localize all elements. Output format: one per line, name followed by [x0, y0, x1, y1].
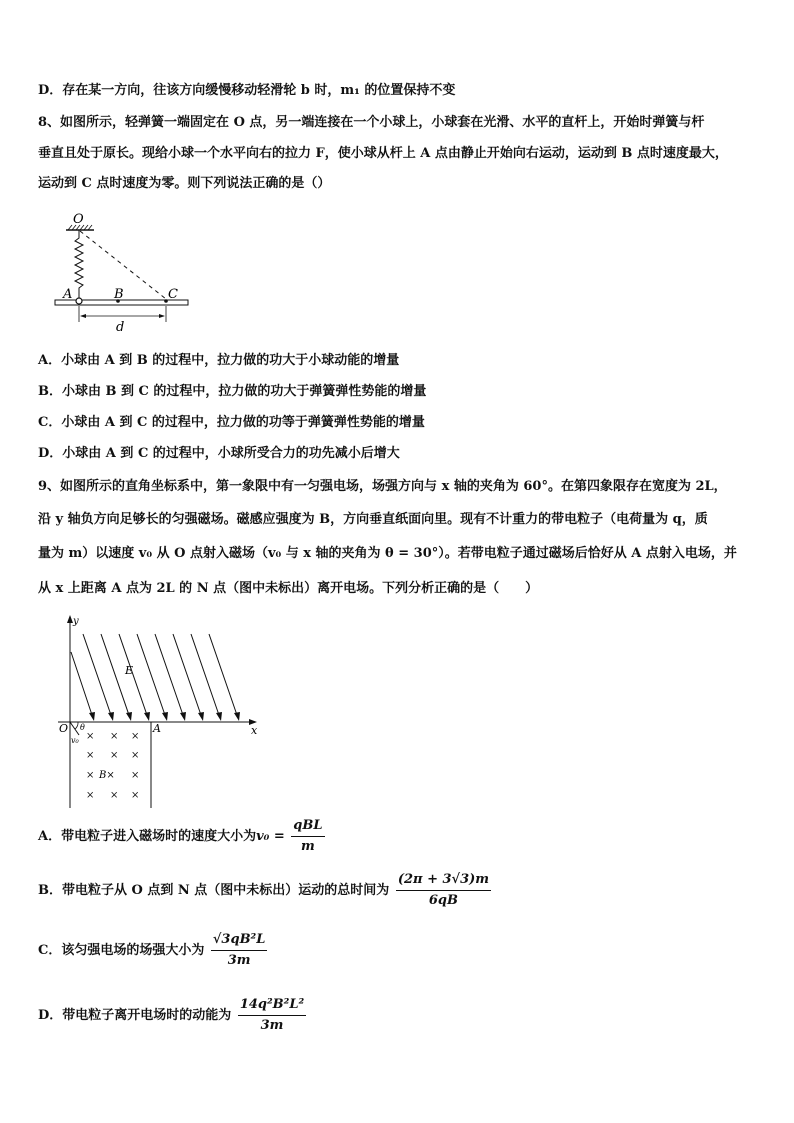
q8-label-d: d: [116, 320, 125, 335]
q9-label-b: B×: [99, 770, 115, 781]
q9-stem-line3: 量为 m）以速度 v₀ 从 O 点射入磁场（v₀ 与 x 轴的夹角为 θ = 30°）。若带电粒子通过磁场后恰好从 A 点射入电场，并: [38, 546, 737, 561]
q8-stem-line2: 垂直且处于原长。现给小球一个水平向右的拉力 F，使小球从杆上 A 点由静止开始向右运动，运动到 B 点时速度最大，: [38, 146, 728, 161]
q9-option-a-text: A．带电粒子进入磁场时的速度大小为: [38, 829, 257, 844]
q9-stem-line4: 从 x 上距离 A 点为 2L 的 N 点（图中未标出）离开电场。下列分析正确的是（ ）: [38, 581, 539, 596]
q9-option-d-fraction: [238, 995, 306, 1036]
q8-ball: [76, 298, 82, 304]
q9-option-c-denominator: 3m: [227, 953, 251, 968]
q9-option-d: [38, 995, 306, 1036]
q9-option-d-text: D．带电粒子离开电场时的动能为: [38, 1008, 232, 1023]
q9-option-c-numerator: √3qB²L: [211, 930, 268, 951]
q9-option-c-text: C．该匀强电场的场强大小为: [38, 943, 205, 958]
svg-text:×: ×: [131, 770, 140, 781]
q9-label-v0: v₀: [71, 736, 79, 745]
svg-text:×: ×: [131, 731, 140, 742]
svg-text:×: ×: [110, 790, 119, 801]
q8-option-a: A．小球由 A 到 B 的过程中，拉力做的功大于小球动能的增量: [38, 353, 400, 368]
q9-option-b-denominator: 6qB: [428, 893, 458, 908]
q8-option-c: C．小球由 A 到 C 的过程中，拉力做的功等于弹簧弹性势能的增量: [38, 415, 425, 430]
q9-label-y: y: [73, 616, 79, 627]
svg-text:×: ×: [110, 750, 119, 761]
q9-option-b-text: B．带电粒子从 O 点到 N 点（图中未标出）运动的总时间为: [38, 883, 390, 898]
svg-text:×: ×: [86, 790, 95, 801]
q9-stem-line1: 9、如图所示的直角坐标系中，第一象限中有一匀强电场，场强方向与 x 轴的夹角为 60°。在第四象限存在宽度为 2L，: [38, 479, 727, 494]
q8-stem-line1: 8、如图所示，轻弹簧一端固定在 O 点，另一端连接在一个小球上，小球套在光滑、水平的直杆上，开始时弹簧与杆: [38, 115, 705, 130]
q8-label-a: A: [63, 287, 73, 302]
q9-option-b-fraction: [396, 870, 491, 911]
svg-text:×: ×: [86, 750, 95, 761]
q7-option-d: D．存在某一方向，往该方向缓慢移动轻滑轮 b 时，m₁ 的位置保持不变: [38, 83, 456, 98]
q9-label-x: x: [251, 724, 258, 737]
q9-option-a-fraction: [291, 816, 324, 857]
q9-option-d-numerator: 14q²B²L²: [238, 995, 306, 1016]
q9-option-d-denominator: 3m: [260, 1018, 284, 1033]
q8-stem-line3: 运动到 C 点时速度为零。则下列说法正确的是（）: [38, 176, 331, 191]
svg-text:×: ×: [131, 790, 140, 801]
q9-option-c-fraction: [211, 930, 268, 971]
q8-label-b: B: [114, 287, 124, 302]
q9-label-e: E: [125, 664, 134, 677]
q9-figure: [55, 612, 270, 812]
svg-text:×: ×: [86, 770, 95, 781]
q9-option-a-lhs: v₀ =: [256, 829, 285, 844]
q9-option-a-numerator: qBL: [291, 816, 324, 837]
svg-text:×: ×: [131, 750, 140, 761]
q9-option-a-denominator: m: [301, 839, 315, 854]
svg-text:×: ×: [86, 731, 95, 742]
q9-option-a: [38, 816, 325, 857]
q9-option-b: [38, 870, 491, 911]
q9-crosses: [86, 731, 139, 801]
q8-label-o: O: [73, 212, 84, 227]
q8-spring: [75, 230, 83, 298]
q9-angle-arc: [75, 722, 78, 729]
q9-field-lines: [71, 634, 238, 718]
q9-label-theta: θ: [80, 723, 85, 732]
svg-text:×: ×: [110, 731, 119, 742]
q9-field-arrows: [89, 712, 240, 721]
q9-stem-line2: 沿 y 轴负方向足够长的匀强磁场。磁感应强度为 B，方向垂直纸面向里。现有不计重力的带电粒子（电荷量为 q，质: [38, 512, 708, 527]
q9-option-b-numerator: (2π + 3√3)m: [396, 870, 491, 891]
q8-label-c: C: [168, 287, 178, 302]
q9-option-c: [38, 930, 267, 971]
q8-figure: [50, 210, 210, 340]
q9-label-a: A: [153, 722, 161, 735]
q8-option-b: B．小球由 B 到 C 的过程中，拉力做的功大于弹簧弹性势能的增量: [38, 384, 427, 399]
q8-option-d: D．小球由 A 到 C 的过程中，小球所受合力的功先减小后增大: [38, 446, 400, 461]
q9-label-o: O: [59, 722, 69, 735]
